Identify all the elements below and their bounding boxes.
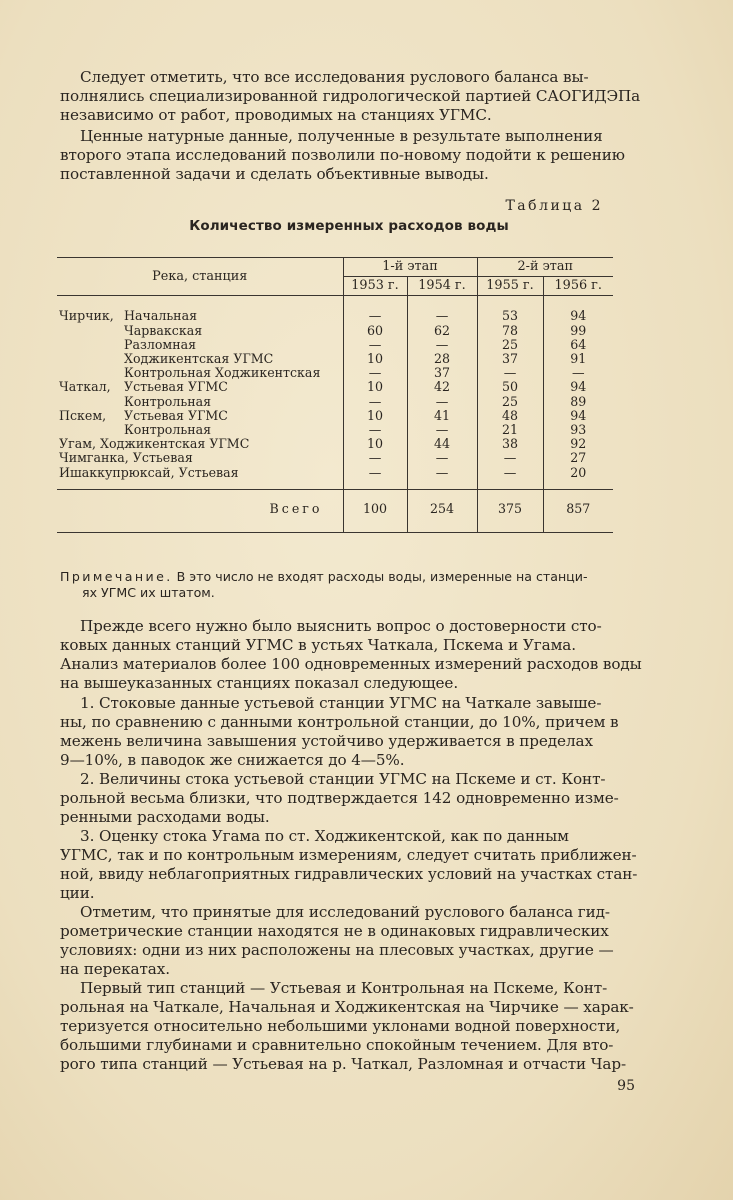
- column-header-stage-1: 1-й этап: [343, 258, 477, 277]
- value-cell: —: [407, 296, 477, 324]
- text-line: Прежде всего нужно было выяснить вопрос о достоверности сто-: [80, 617, 602, 635]
- text-line: межень величина завышения устойчиво удерживается в пределах: [60, 732, 593, 750]
- text-line: полнялись специализированной гидрологической партией САОГИДЭПа: [60, 87, 641, 105]
- value-cell: —: [407, 423, 477, 437]
- value-cell: 10: [343, 352, 407, 366]
- station-name: Разломная: [124, 336, 197, 352]
- intro-paragraph-2: [60, 127, 638, 184]
- text-line: рольная на Чаткале, Начальная и Ходжикентская на Чирчике — харак-: [60, 998, 634, 1016]
- station-name: Контрольная Ходжикентская: [124, 365, 321, 381]
- station-cell: [57, 451, 343, 465]
- station-name: Контрольная: [124, 422, 212, 438]
- value-cell: 38: [477, 437, 543, 451]
- text-line: рого типа станций — Устьевая на р. Чаткал, Разломная и отчасти Чар-: [60, 1055, 626, 1073]
- water-discharge-table: [57, 257, 613, 533]
- total-cell: 375: [477, 489, 543, 532]
- total-cell: 254: [407, 489, 477, 532]
- value-cell: 99: [543, 324, 613, 338]
- text-line: рометрические станции находятся не в одинаковых гидравлических: [60, 922, 609, 940]
- value-cell: 94: [543, 380, 613, 394]
- value-cell: 41: [407, 409, 477, 423]
- station-cell: [57, 352, 343, 366]
- table-title: Количество измеренных расходов воды: [189, 218, 509, 234]
- value-cell: —: [343, 338, 407, 352]
- text-line: 9—10%, в паводок же снижается до 4—5%.: [60, 751, 405, 769]
- table-row: [57, 409, 613, 423]
- value-cell: 62: [407, 324, 477, 338]
- river-name: Чаткал,: [59, 379, 111, 395]
- text-line: Отметим, что принятые для исследований руслового баланса гид-: [80, 903, 610, 921]
- station-cell: [57, 437, 343, 451]
- text-line: рольной весьма близки, что подтверждается 142 одновременно изме-: [60, 789, 619, 807]
- value-cell: —: [343, 296, 407, 324]
- value-cell: 78: [477, 324, 543, 338]
- station-cell: [57, 338, 343, 352]
- text-line: УГМС, так и по контрольным измерениям, следует считать приближен-: [60, 846, 637, 864]
- value-cell: 93: [543, 423, 613, 437]
- value-cell: —: [407, 451, 477, 465]
- text-line: большими глубинами и сравнительно спокойным течением. Для вто-: [60, 1036, 614, 1054]
- text-line: 2. Величины стока устьевой станции УГМС на Пскеме и ст. Конт-: [80, 770, 606, 788]
- station-name: Контрольная: [124, 393, 212, 409]
- value-cell: —: [543, 366, 613, 380]
- value-cell: —: [407, 338, 477, 352]
- value-cell: 48: [477, 409, 543, 423]
- value-cell: 21: [477, 423, 543, 437]
- river-name: Чимганка, Устьевая: [59, 450, 193, 466]
- column-header-year: 1954 г.: [407, 277, 477, 296]
- body-paragraph-5: [60, 770, 638, 827]
- text-line: 3. Оценку стока Угама по ст. Ходжикентской, как по данным: [80, 827, 569, 845]
- value-cell: 50: [477, 380, 543, 394]
- river-name: Угам, Ходжикентская УГМС: [59, 436, 250, 452]
- table-row: [57, 352, 613, 366]
- table-row: [57, 296, 613, 324]
- text-line: Анализ материалов более 100 одновременных измерений расходов воды: [60, 655, 642, 673]
- text-line: ной, ввиду неблагоприятных гидравлических условий на участках стан-: [60, 865, 638, 883]
- value-cell: 44: [407, 437, 477, 451]
- value-cell: —: [343, 395, 407, 409]
- text-line: 1. Стоковые данные устьевой станции УГМС на Чаткале завыше-: [80, 694, 602, 712]
- value-cell: 37: [407, 366, 477, 380]
- total-cell: 857: [543, 489, 613, 532]
- text-line: Следует отметить, что все исследования руслового баланса вы-: [80, 68, 589, 86]
- value-cell: —: [343, 423, 407, 437]
- value-cell: 25: [477, 338, 543, 352]
- body-paragraph-3: [60, 617, 642, 693]
- station-name: Устьевая УГМС: [124, 379, 228, 395]
- station-cell: [57, 324, 343, 338]
- total-label: Всего: [57, 489, 343, 532]
- table-row: [57, 380, 613, 394]
- station-cell: [57, 296, 343, 324]
- text-line: на вышеуказанных станциях показал следующее.: [60, 674, 459, 692]
- value-cell: 25: [477, 395, 543, 409]
- station-cell: [57, 466, 343, 490]
- text-line: условиях: одни из них расположены на плесовых участках, другие —: [60, 941, 614, 959]
- text-line: поставленной задачи и сделать объективные выводы.: [60, 165, 489, 183]
- body-paragraph-7: [60, 903, 638, 979]
- column-header-year: 1956 г.: [543, 277, 613, 296]
- value-cell: 10: [343, 380, 407, 394]
- value-cell: 53: [477, 296, 543, 324]
- table-row: [57, 366, 613, 380]
- value-cell: 60: [343, 324, 407, 338]
- text-line: независимо от работ, проводимых на станциях УГМС.: [60, 106, 492, 124]
- value-cell: —: [343, 451, 407, 465]
- note-text: В это число не входят расходы воды, измеренные на станци-: [176, 569, 588, 584]
- value-cell: —: [477, 466, 543, 490]
- table-row: [57, 338, 613, 352]
- table-row: [57, 324, 613, 338]
- value-cell: 92: [543, 437, 613, 451]
- value-cell: 20: [543, 466, 613, 490]
- station-cell: [57, 380, 343, 394]
- table-label: Таблица 2: [505, 198, 603, 214]
- river-name: Чирчик,: [59, 308, 114, 324]
- table-row: [57, 451, 613, 465]
- text-line: на перекатах.: [60, 960, 170, 978]
- table-row: [57, 423, 613, 437]
- station-cell: [57, 366, 343, 380]
- station-name: Чарвакская: [124, 322, 203, 338]
- value-cell: 10: [343, 437, 407, 451]
- body-paragraph-4: [60, 694, 638, 770]
- text-line: второго этапа исследований позволили по-новому подойти к решению: [60, 146, 625, 164]
- value-cell: 42: [407, 380, 477, 394]
- value-cell: —: [477, 366, 543, 380]
- value-cell: 37: [477, 352, 543, 366]
- value-cell: 28: [407, 352, 477, 366]
- table-note: [60, 569, 638, 601]
- value-cell: 91: [543, 352, 613, 366]
- text-line: теризуется относительно небольшими уклонами водной поверхности,: [60, 1017, 621, 1035]
- value-cell: —: [407, 466, 477, 490]
- value-cell: —: [343, 466, 407, 490]
- text-line: Первый тип станций — Устьевая и Контрольная на Пскеме, Конт-: [80, 979, 608, 997]
- column-header-station: Река, станция: [57, 258, 343, 296]
- text-line: ковых данных станций УГМС в устьях Чаткала, Пскема и Угама.: [60, 636, 576, 654]
- station-cell: [57, 423, 343, 437]
- station-cell: [57, 409, 343, 423]
- station-cell: [57, 395, 343, 409]
- value-cell: —: [407, 395, 477, 409]
- body-paragraph-8: [60, 979, 638, 1074]
- station-name: Устьевая УГМС: [124, 407, 228, 423]
- value-cell: 89: [543, 395, 613, 409]
- text-line: Ценные натурные данные, полученные в результате выполнения: [80, 127, 603, 145]
- value-cell: 27: [543, 451, 613, 465]
- column-header-year: 1953 г.: [343, 277, 407, 296]
- column-header-stage-2: 2-й этап: [477, 258, 613, 277]
- value-cell: —: [477, 451, 543, 465]
- station-name: Ходжикентская УГМС: [124, 351, 274, 367]
- station-name: Начальная: [124, 308, 198, 324]
- intro-paragraph-1: [60, 68, 641, 125]
- river-name: Пскем,: [59, 407, 107, 423]
- value-cell: —: [343, 366, 407, 380]
- note-text-2: ях УГМС их штатом.: [82, 585, 215, 600]
- table-row: [57, 466, 613, 490]
- page-number: 95: [617, 1078, 635, 1094]
- value-cell: 64: [543, 338, 613, 352]
- text-line: ции.: [60, 884, 95, 902]
- value-cell: 10: [343, 409, 407, 423]
- total-row: [57, 489, 613, 532]
- value-cell: 94: [543, 409, 613, 423]
- river-name: Ишаккупрюксай, Устьевая: [59, 464, 239, 480]
- body-paragraph-6: [60, 827, 638, 903]
- table-row: [57, 437, 613, 451]
- table-row: [57, 395, 613, 409]
- total-cell: 100: [343, 489, 407, 532]
- note-key: Примечание.: [60, 569, 173, 584]
- column-header-year: 1955 г.: [477, 277, 543, 296]
- text-line: ренными расходами воды.: [60, 808, 270, 826]
- value-cell: 94: [543, 296, 613, 324]
- text-line: ны, по сравнению с данными контрольной станции, до 10%, причем в: [60, 713, 619, 731]
